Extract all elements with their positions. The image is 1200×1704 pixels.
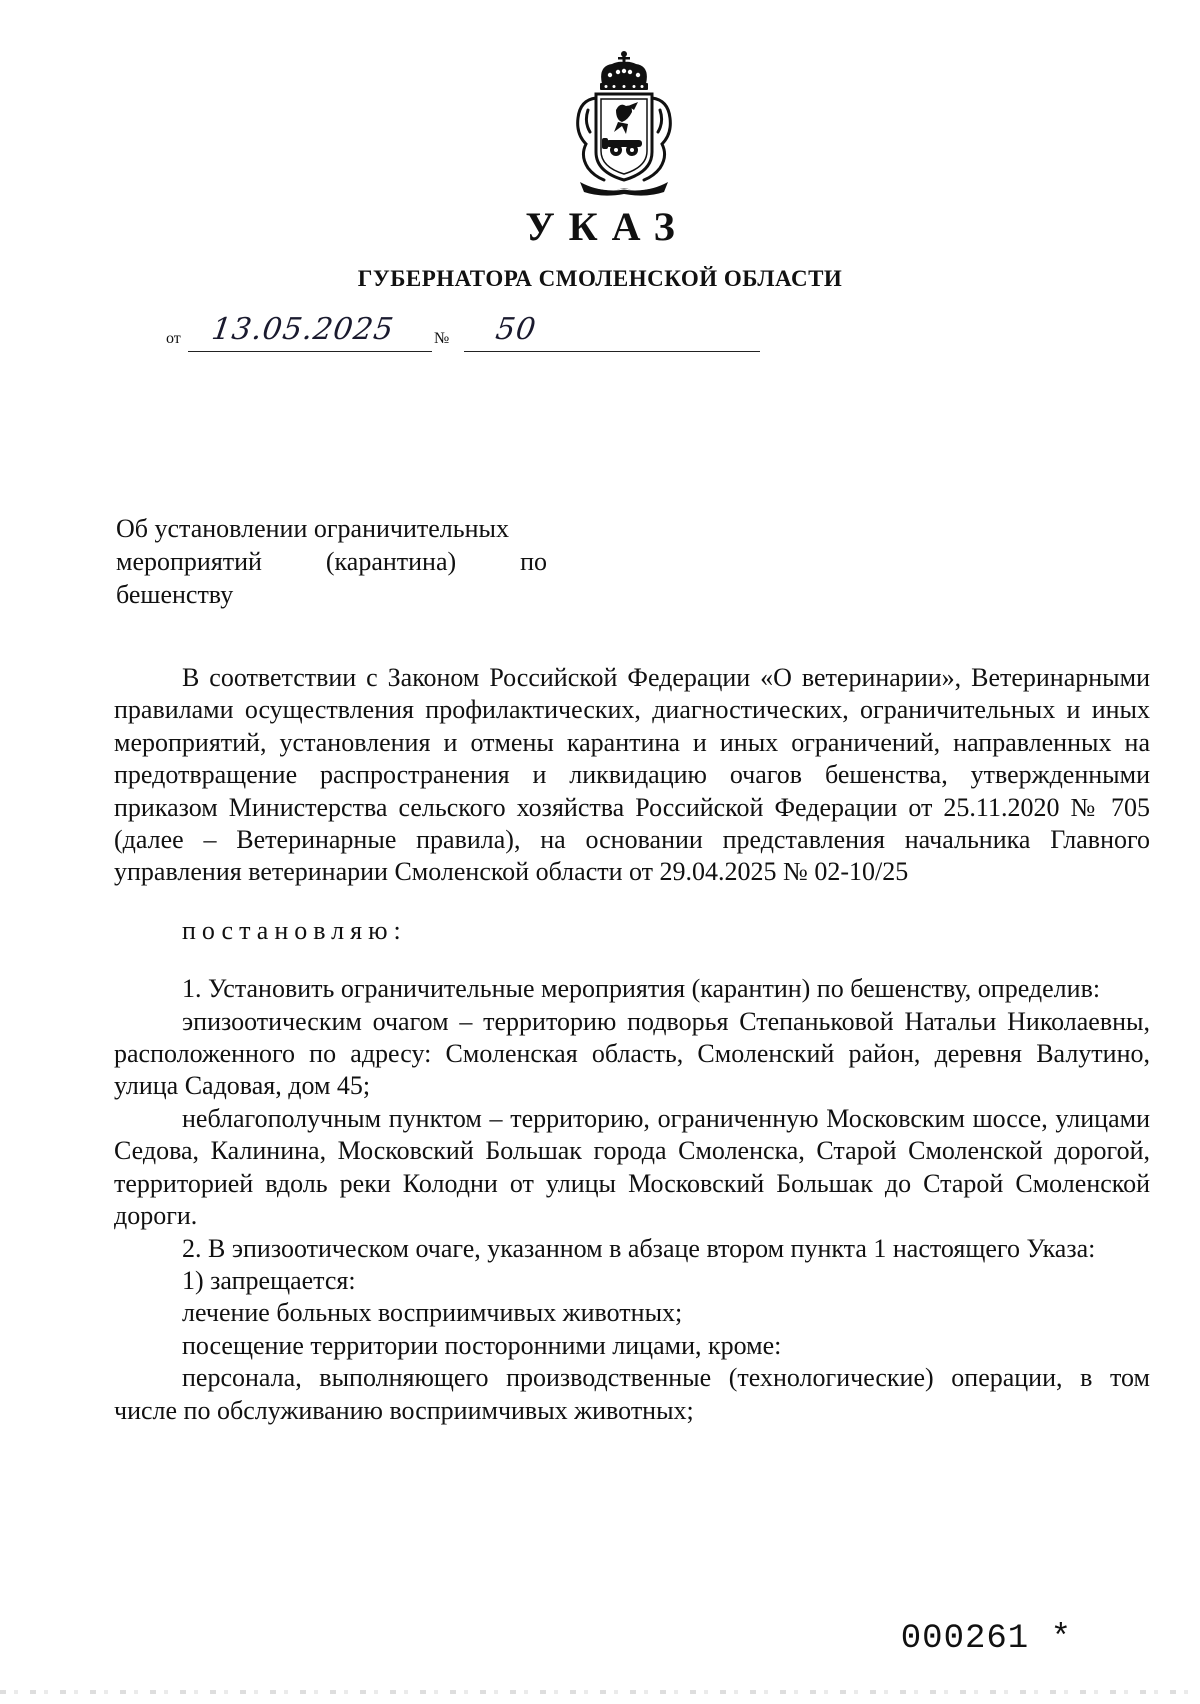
date-underline	[188, 351, 432, 352]
heading-line: мероприятий (карантина) по	[116, 547, 547, 576]
body-paragraph: 1) запрещается:	[182, 1265, 356, 1295]
document-heading	[116, 512, 547, 611]
handwritten-date: 13.05.2025	[209, 312, 397, 347]
date-label: от	[166, 330, 181, 347]
handwritten-number: 50	[493, 312, 539, 347]
body-paragraph: персонала, выполняющего производственные (технологические) операции, в том числе по обслуживанию восприимчивых животных;	[114, 1363, 1150, 1425]
scan-edge-artifact	[0, 1690, 1200, 1694]
decree-word: постановляю:	[182, 915, 407, 945]
number-label: №	[434, 330, 450, 347]
document-body	[114, 662, 1150, 1427]
document-title: УКАЗ	[525, 204, 689, 249]
body-paragraph: 2. В эпизоотическом очаге, указанном в абзаце втором пункта 1 настоящего Указа:	[182, 1233, 1096, 1263]
body-paragraph: эпизоотическим очагом – территорию подворья Степаньковой Натальи Николаевны, расположенного по адресу: Смоленская область, Смоленский район, деревня Валутино, улица Садовая, дом 45;	[114, 1006, 1150, 1101]
preamble-paragraph: В соответствии с Законом Российской Федерации «О ветеринарии», Ветеринарными правилами осуществления профилактических, диагностических, ограничительных и иных мероприятий, установления и отмены карантина и иных ограничений, направленных на предотвращение распространения и ликвидацию очагов бешенства, утвержденными приказом Министерства сельского хозяйства Российской Федерации от 25.11.2020 № 705 (далее – Ветеринарные правила), на основании представления начальника Главного управления ветеринарии Смоленской области от 29.04.2025 № 02-10/25	[114, 663, 1150, 887]
heading-line: бешенству	[116, 580, 234, 609]
heading-line: Об установлении ограничительных	[116, 514, 510, 543]
body-paragraph: 1. Установить ограничительные мероприятия (карантин) по бешенству, определив:	[182, 974, 1101, 1004]
document-subtitle: ГУБЕРНАТОРА СМОЛЕНСКОЙ ОБЛАСТИ	[357, 266, 843, 291]
number-underline	[464, 351, 760, 352]
serial-number: 000261 *	[900, 1620, 1072, 1658]
body-paragraph: неблагополучным пунктом – территорию, ограниченную Московским шоссе, улицами Седова, Калинина, Московский Большак города Смоленска, Старой Смоленской дорогой, территорией вдоль реки Колодни от улицы Московский Большак до Старой Смоленской дороги.	[114, 1103, 1150, 1231]
body-paragraph: лечение больных восприимчивых животных;	[182, 1298, 683, 1328]
body-paragraph: посещение территории посторонними лицами, кроме:	[182, 1330, 782, 1360]
smolensk-coat-of-arms-icon	[558, 48, 690, 196]
